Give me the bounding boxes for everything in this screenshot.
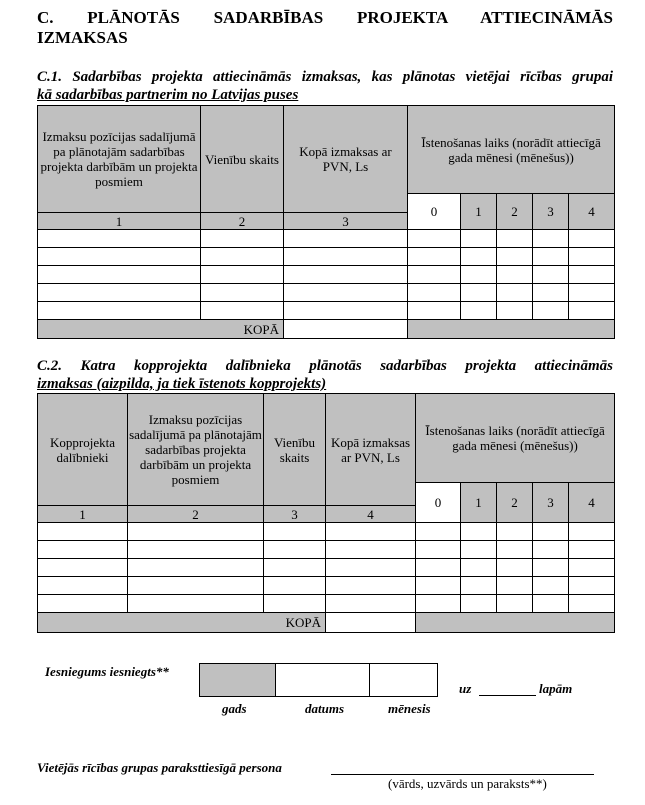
date-caption: datums [305, 701, 345, 716]
table-cell[interactable] [264, 595, 326, 613]
table-row [38, 248, 615, 266]
table-cell[interactable] [497, 248, 533, 266]
c1-total-cell[interactable] [284, 320, 408, 339]
table-cell[interactable] [326, 523, 416, 541]
table-cell[interactable] [569, 577, 615, 595]
c2-total-period [416, 613, 615, 633]
table-cell[interactable] [326, 595, 416, 613]
table-cell[interactable] [533, 595, 569, 613]
table-row [38, 595, 615, 613]
table-row [38, 266, 615, 284]
table-cell[interactable] [38, 559, 128, 577]
table-cell[interactable] [264, 523, 326, 541]
table-row [38, 230, 615, 248]
table-cell[interactable] [284, 302, 408, 320]
table-cell[interactable] [533, 577, 569, 595]
pages-prefix: uz [459, 681, 472, 696]
pages-count-field[interactable] [479, 695, 536, 696]
table-cell[interactable] [497, 595, 533, 613]
table-cell[interactable] [497, 266, 533, 284]
table-cell[interactable] [461, 230, 497, 248]
table-cell[interactable] [284, 266, 408, 284]
submission-label: Iesniegums iesniegts** [45, 664, 169, 679]
c2-total-label: KOPĀ [38, 613, 326, 633]
c2-header-participants: Kopprojekta dalībnieki [38, 394, 128, 506]
signature-hint: (vārds, uzvārds un paraksts**) [388, 776, 547, 791]
c2-col-number: 1 [38, 506, 128, 523]
table-cell[interactable] [533, 266, 569, 284]
table-cell[interactable] [461, 248, 497, 266]
c1-header-period: Īstenošanas laiks (norādīt attiecīgā gada mēnesi (mēnešus)) [408, 106, 615, 194]
c1-col-number: 1 [38, 213, 201, 230]
signature-label: Vietējās rīcības grupas paraksttiesīgā persona [37, 760, 282, 775]
table-cell[interactable] [38, 284, 201, 302]
table-cell[interactable] [533, 284, 569, 302]
table-row [38, 577, 615, 595]
table-cell[interactable] [569, 248, 615, 266]
section-title: C. PLĀNOTĀS SADARBĪBAS PROJEKTA ATTIECINĀMĀS [37, 8, 613, 27]
table-cell[interactable] [569, 302, 615, 320]
year-caption: gads [222, 701, 247, 716]
table-cell[interactable] [38, 302, 201, 320]
table-cell[interactable] [569, 595, 615, 613]
signature-field[interactable] [331, 774, 594, 775]
c1-col-number: 3 [284, 213, 408, 230]
table-cell[interactable] [38, 248, 201, 266]
month-caption: mēnesis [388, 701, 431, 716]
table-cell[interactable] [569, 230, 615, 248]
c2-month-1: 1 [461, 483, 497, 523]
c2-col-number: 3 [264, 506, 326, 523]
c2-table [37, 393, 615, 633]
table-cell[interactable] [284, 248, 408, 266]
table-cell[interactable] [128, 559, 264, 577]
c2-header-total: Kopā izmaksas ar PVN, Ls [326, 394, 416, 506]
c1-header-units: Vienību skaits [201, 106, 284, 213]
table-cell[interactable] [408, 248, 461, 266]
c1-month-0: 0 [408, 194, 461, 230]
table-cell[interactable] [38, 230, 201, 248]
table-cell[interactable] [416, 559, 461, 577]
table-cell[interactable] [569, 523, 615, 541]
table-cell[interactable] [461, 523, 497, 541]
table-cell[interactable] [533, 523, 569, 541]
table-cell[interactable] [38, 541, 128, 559]
table-cell[interactable] [408, 266, 461, 284]
table-cell[interactable] [264, 559, 326, 577]
table-cell[interactable] [533, 230, 569, 248]
c2-total-cell[interactable] [326, 613, 416, 633]
c1-month-4: 4 [569, 194, 615, 230]
table-cell[interactable] [461, 284, 497, 302]
c1-month-3: 3 [533, 194, 569, 230]
table-cell[interactable] [533, 302, 569, 320]
table-cell[interactable] [461, 577, 497, 595]
c2-header-units: Vienību skaits [264, 394, 326, 506]
section-title-cont: IZMAKSAS [37, 28, 128, 47]
table-cell[interactable] [461, 266, 497, 284]
c1-heading: C.1. Sadarbības projekta attiecināmās izmaksas, kas plānotas vietējai rīcības grupai kā sadarbības partnerim no Latvijas puses [37, 69, 613, 103]
table-cell[interactable] [128, 523, 264, 541]
table-cell[interactable] [533, 541, 569, 559]
table-cell[interactable] [38, 577, 128, 595]
table-cell[interactable] [416, 577, 461, 595]
table-cell[interactable] [533, 248, 569, 266]
table-cell[interactable] [569, 266, 615, 284]
table-cell[interactable] [497, 284, 533, 302]
table-row [38, 541, 615, 559]
c2-col-number: 4 [326, 506, 416, 523]
table-cell[interactable] [533, 559, 569, 577]
table-cell[interactable] [326, 577, 416, 595]
table-cell[interactable] [416, 541, 461, 559]
table-cell[interactable] [497, 559, 533, 577]
table-cell[interactable] [416, 595, 461, 613]
c1-total-label: KOPĀ [38, 320, 284, 339]
table-row [38, 559, 615, 577]
table-cell[interactable] [497, 302, 533, 320]
table-row [38, 523, 615, 541]
c2-month-4: 4 [569, 483, 615, 523]
table-cell[interactable] [461, 595, 497, 613]
table-cell[interactable] [128, 541, 264, 559]
c1-header-total: Kopā izmaksas ar PVN, Ls [284, 106, 408, 213]
table-cell[interactable] [201, 248, 284, 266]
c2-month-0: 0 [416, 483, 461, 523]
c2-month-3: 3 [533, 483, 569, 523]
c2-header-cost-items: Izmaksu pozīcijas sadalījumā pa plānotajām sadarbības projekta darbībām un projekta posmiem [128, 394, 264, 506]
table-cell[interactable] [569, 284, 615, 302]
table-cell[interactable] [284, 284, 408, 302]
c1-col-number: 2 [201, 213, 284, 230]
table-cell[interactable] [461, 302, 497, 320]
table-cell[interactable] [461, 541, 497, 559]
pages-suffix: lapām [539, 681, 573, 696]
c2-month-2: 2 [497, 483, 533, 523]
table-cell[interactable] [201, 266, 284, 284]
month-field[interactable] [369, 663, 438, 697]
table-cell[interactable] [38, 266, 201, 284]
c2-col-number: 2 [128, 506, 264, 523]
table-cell[interactable] [264, 577, 326, 595]
c1-total-period [408, 320, 615, 339]
table-cell[interactable] [201, 230, 284, 248]
c1-month-1: 1 [461, 194, 497, 230]
table-cell[interactable] [461, 559, 497, 577]
table-cell[interactable] [284, 230, 408, 248]
table-cell[interactable] [497, 577, 533, 595]
table-cell[interactable] [408, 284, 461, 302]
table-cell[interactable] [408, 230, 461, 248]
table-cell[interactable] [201, 302, 284, 320]
table-cell[interactable] [497, 541, 533, 559]
date-field[interactable] [275, 663, 370, 697]
table-cell[interactable] [326, 559, 416, 577]
table-cell[interactable] [128, 595, 264, 613]
table-cell[interactable] [569, 559, 615, 577]
year-field[interactable] [199, 663, 276, 697]
table-cell[interactable] [416, 523, 461, 541]
c2-heading: C.2. Katra kopprojekta dalībnieka plānotās sadarbības projekta attiecināmās izmaksas (aizpilda, ja tiek īstenots kopprojekts) [37, 358, 613, 392]
c1-header-cost-items: Izmaksu pozīcijas sadalījumā pa plānotajām sadarbības projekta darbībām un projekta posmiem [38, 106, 201, 213]
c1-month-2: 2 [497, 194, 533, 230]
table-row [38, 302, 615, 320]
table-cell[interactable] [497, 230, 533, 248]
table-cell[interactable] [38, 523, 128, 541]
table-cell[interactable] [569, 541, 615, 559]
table-cell[interactable] [264, 541, 326, 559]
table-cell[interactable] [408, 302, 461, 320]
table-cell[interactable] [326, 541, 416, 559]
table-cell[interactable] [497, 523, 533, 541]
table-cell[interactable] [128, 577, 264, 595]
c2-header-period: Īstenošanas laiks (norādīt attiecīgā gada mēnesi (mēnešus)) [416, 394, 615, 483]
table-cell[interactable] [201, 284, 284, 302]
table-row [38, 284, 615, 302]
c1-table [37, 105, 615, 339]
table-cell[interactable] [38, 595, 128, 613]
